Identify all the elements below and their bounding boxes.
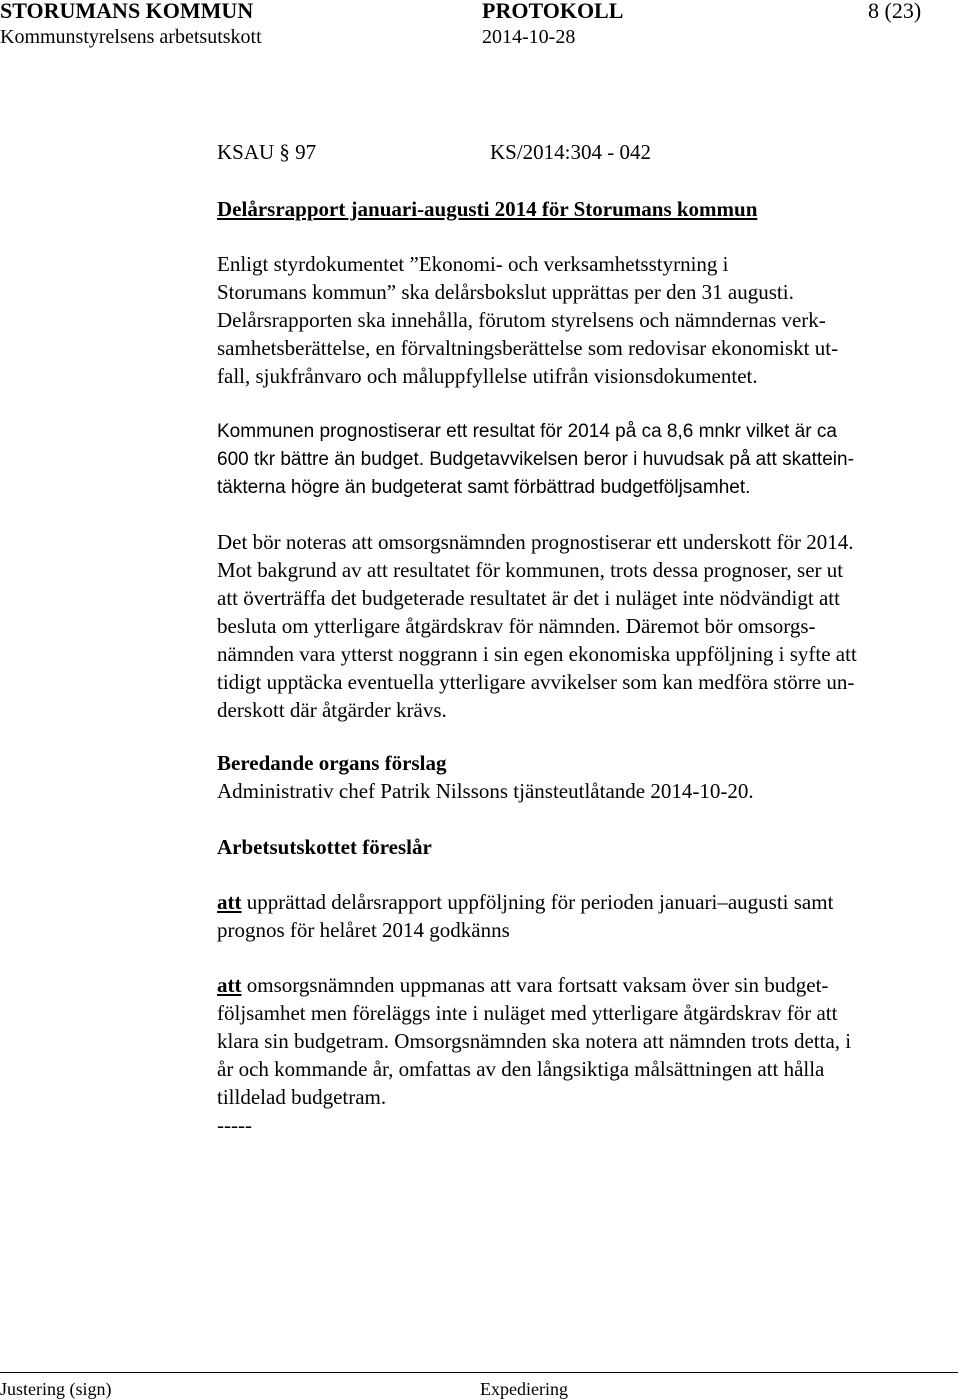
decision-item-2-line-1 bbox=[217, 971, 828, 999]
paragraph-1-line: samhetsberättelse, en förvaltningsberättelse som redovisar ekonomiskt ut- bbox=[217, 336, 839, 360]
proposal-text: Administrativ chef Patrik Nilssons tjänsteutlåtande 2014-10-20. bbox=[217, 779, 754, 803]
paragraph-1-line: fall, sjukfrånvaro och måluppfyllelse utifrån visionsdokumentet. bbox=[217, 364, 758, 388]
att-keyword: att bbox=[217, 973, 242, 997]
paragraph-3-line: Det bör noteras att omsorgsnämnden prognostiserar ett underskott för 2014. bbox=[217, 530, 854, 554]
header-doc-type: PROTOKOLL bbox=[482, 0, 624, 23]
paragraph-2-line: täkterna högre än budgeterat samt förbättrad budgetföljsamhet. bbox=[217, 477, 751, 498]
decision-item-2-text: omsorgsnämnden uppmanas att vara fortsatt vaksam över sin budget- bbox=[241, 973, 829, 997]
paragraph-3-line: att överträffa det budgeterade resultatet är det i nuläget inte nödvändigt att bbox=[217, 586, 840, 610]
decision-item-2-line: år och kommande år, omfattas av den långsiktiga målsättningen att hålla bbox=[217, 1057, 825, 1081]
paragraph-2-line: Kommunen prognostiserar ett resultat för 2014 på ca 8,6 mnkr vilket är ca bbox=[217, 421, 837, 442]
proposal-heading: Beredande organs förslag bbox=[217, 751, 447, 775]
header-page-number: 8 (23) bbox=[868, 0, 922, 23]
header-date: 2014-10-28 bbox=[482, 26, 576, 48]
paragraph-1-line: Storumans kommun” ska delårsbokslut upprättas per den 31 augusti. bbox=[217, 280, 794, 304]
decision-heading: Arbetsutskottet föreslår bbox=[217, 835, 432, 859]
case-number: KSAU § 97 bbox=[217, 140, 317, 164]
paragraph-3-line: besluta om ytterligare åtgärdskrav för nämnden. Däremot bör omsorgs- bbox=[217, 614, 816, 638]
header-committee: Kommunstyrelsens arbetsutskott bbox=[0, 26, 262, 48]
decision-item-1-line-2: prognos för helåret 2014 godkänns bbox=[217, 918, 510, 942]
paragraph-3-line: Mot bakgrund av att resultatet för kommunen, trots dessa prognoser, ser ut bbox=[217, 558, 844, 582]
paragraph-1-line: Enligt styrdokumentet ”Ekonomi- och verksamhetsstyrning i bbox=[217, 252, 729, 276]
paragraph-3-line: nämnden vara ytterst noggrann i sin egen ekonomiska uppföljning i syfte att bbox=[217, 642, 857, 666]
paragraph-2-line: 600 tkr bättre än budget. Budgetavvikelsen beror i huvudsak på att skattein- bbox=[217, 449, 854, 470]
decision-item-2-line: tilldelad budgetram. bbox=[217, 1085, 387, 1109]
footer-rule bbox=[0, 1372, 958, 1373]
decision-item-2-line: klara sin budgetram. Omsorgsnämnden ska notera att nämnden trots detta, i bbox=[217, 1029, 852, 1053]
decision-item-1-text: upprättad delårsrapport uppföljning för perioden januari–augusti samt bbox=[241, 890, 834, 914]
paragraph-3-line: tidigt upptäcka eventuella ytterligare avvikelser som kan medföra större un- bbox=[217, 670, 855, 694]
case-title: Delårsrapport januari-augusti 2014 för Storumans kommun bbox=[217, 197, 758, 221]
paragraph-1-line: Delårsrapporten ska innehålla, förutom styrelsens och nämndernas verk- bbox=[217, 308, 826, 332]
case-reference: KS/2014:304 - 042 bbox=[490, 140, 652, 164]
footer-expediering: Expediering bbox=[480, 1379, 568, 1399]
decision-item-2-line: följsamhet men föreläggs inte i nuläget med ytterligare åtgärdskrav för att bbox=[217, 1001, 838, 1025]
end-mark: ----- bbox=[217, 1113, 252, 1137]
paragraph-3-line: derskott där åtgärder krävs. bbox=[217, 698, 447, 722]
footer-justering: Justering (sign) bbox=[0, 1379, 112, 1399]
header-org: STORUMANS KOMMUN bbox=[0, 0, 254, 23]
decision-item-1-line-1 bbox=[217, 888, 833, 916]
att-keyword: att bbox=[217, 890, 242, 914]
